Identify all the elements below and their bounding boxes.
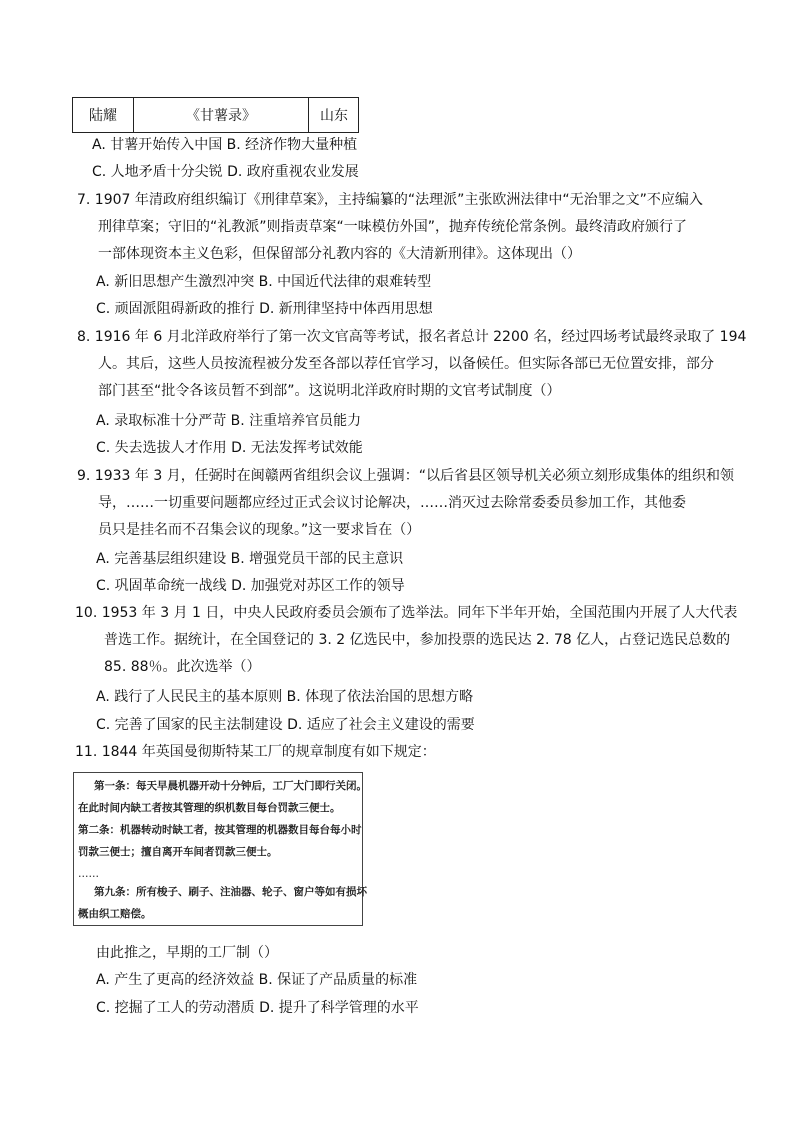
q10-option-line-2: C. 完善了国家的民主法制建设 D. 适应了社会主义建设的需要 — [96, 717, 475, 733]
q11-option-line-2: C. 挖掘了工人的劳动潜质 D. 提升了科学管理的水平 — [96, 1000, 419, 1016]
q8-stem-line-2: 人。其后，这些人员按流程被分发至各部以荐任官学习，以备候任。但实际各部已无位置安排，部分 — [98, 356, 714, 372]
q9-stem-line-2: 导，……一切重要问题都应经过正式会议讨论解决，……消灭过去除常委委员参加工作，其他委 — [98, 495, 686, 511]
q8-stem-line-3: 部门甚至“批令各该员暂不到部”。这说明北洋政府时期的文官考试制度（） — [98, 383, 561, 399]
q9-stem-line-3: 员只是挂名而不召集会议的现象。”这一要求旨在（） — [98, 522, 421, 538]
q9-option-line-1: A. 完善基层组织建设 B. 增强党员干部的民主意识 — [96, 551, 404, 567]
rule-line: 第九条：所有梭子、刷子、注油器、轮子、窗户等如有损坏 — [94, 886, 367, 898]
rule-line: 在此时间内缺工者按其管理的织机数目每台罚款三便士。 — [78, 802, 341, 814]
q10-stem-line-2: 普选工作。据统计，在全国登记的 3. 2 亿选民中，参加投票的选民达 2. 78 亿人，占登记选民总数的 — [104, 632, 731, 648]
table-cell-person: 陆耀 — [89, 108, 117, 124]
q11-stem-line-1: 11. 1844 年英国曼彻斯特某工厂的规章制度有如下规定： — [75, 744, 436, 760]
q10-option-line-1: A. 践行了人民民主的基本原则 B. 体现了依法治国的思想方略 — [96, 689, 474, 705]
q10-stem-line-3: 85. 88％。此次选举（） — [104, 659, 261, 675]
q7-option-line-1: A. 新旧思想产生激烈冲突 B. 中国近代法律的艰难转型 — [96, 274, 432, 290]
factory-rules-box — [73, 772, 367, 926]
book-table-row — [72, 97, 359, 133]
q7-option-line-2: C. 顽固派阻碍新政的推行 D. 新刑律坚持中体西用思想 — [96, 301, 433, 317]
q8-option-line-2: C. 失去选拔人才作用 D. 无法发挥考试效能 — [96, 440, 363, 456]
q6-option-line-2: C. 人地矛盾十分尖锐 D. 政府重视农业发展 — [92, 164, 359, 180]
rule-line: 第一条：每天早晨机器开动十分钟后，工厂大门即行关闭。 — [94, 780, 367, 792]
rule-ellipsis: …… — [78, 868, 99, 880]
q8-option-line-1: A. 录取标准十分严苛 B. 注重培养官员能力 — [96, 413, 362, 429]
rule-line: 概由织工赔偿。 — [78, 908, 152, 920]
q9-option-line-2: C. 巩固革命统一战线 D. 加强党对苏区工作的领导 — [96, 578, 405, 594]
table-cell-place: 山东 — [320, 108, 348, 124]
q8-stem-line-1: 8. 1916 年 6 月北洋政府举行了第一次文官高等考试，报名者总计 2200 名，经过四场考试最终录取了 194 — [77, 329, 747, 345]
q11-stem-line-2: 由此推之，早期的工厂制（） — [96, 945, 278, 961]
q7-stem-line-2: 刑律草案；守旧的“礼教派”则指责草案“一味模仿外国”，抛弃传统伦常条例。最终清政府颁行了 — [98, 219, 688, 235]
q6-option-line-1: A. 甘薯开始传入中国 B. 经济作物大量种植 — [92, 137, 358, 153]
q9-stem-line-1: 9. 1933 年 3 月，任弼时在闽赣两省组织会议上强调：“以后省县区领导机关必须立刻形成集体的组织和领 — [77, 468, 734, 484]
q11-option-line-1: A. 产生了更高的经济效益 B. 保证了产品质量的标准 — [96, 972, 418, 988]
rule-line: 罚款三便士；擅自离开车间者罚款三便士。 — [78, 846, 278, 858]
q10-stem-line-1: 10. 1953 年 3 月 1 日，中央人民政府委员会颁布了选举法。同年下半年开始，全国范围内开展了人大代表 — [75, 605, 738, 621]
table-cell-book: 《甘薯录》 — [186, 108, 256, 124]
rule-line: 第二条：机器转动时缺工者，按其管理的机器数目每台每小时 — [78, 824, 362, 836]
q7-stem-line-1: 7. 1907 年清政府组织编订《刑律草案》，主持编纂的“法理派”主张欧洲法律中“无治罪之文”不应编入 — [77, 192, 703, 208]
q7-stem-line-3: 一部体现资本主义色彩，但保留部分礼教内容的《大清新刑律》。这体现出（） — [98, 246, 581, 262]
